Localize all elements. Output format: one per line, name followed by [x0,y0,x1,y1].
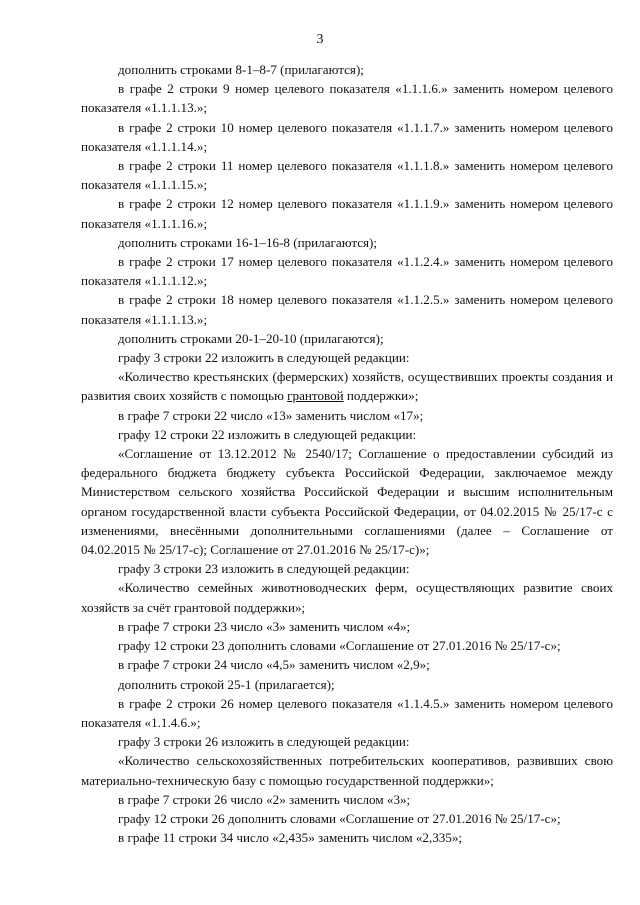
paragraph: в графе 2 строки 9 номер целевого показателя «1.1.1.6.» заменить номером целевого показателя «1.1.1.13.»; [81,81,613,116]
paragraph: в графе 2 строки 11 номер целевого показателя «1.1.1.8.» заменить номером целевого показателя «1.1.1.15.»; [81,158,613,193]
paragraph: «Количество крестьянских (фермерских) хозяйств, осуществивших проекты создания и развития своих хозяйств с помощью грантовой поддержки»; [81,369,613,404]
paragraph: «Количество семейных животноводческих ферм, осуществляющих развитие своих хозяйств за счёт грантовой поддержки»; [81,580,613,615]
document-body [81,60,613,847]
paragraph: графу 3 строки 26 изложить в следующей редакции: [118,734,410,750]
paragraph: дополнить строками 8-1–8-7 (прилагаются); [118,62,364,77]
paragraph: в графе 7 строки 22 число «13» заменить числом «17»; [118,407,424,423]
paragraph: в графе 2 строки 26 номер целевого показателя «1.1.4.5.» заменить номером целевого показателя «1.1.4.6.»; [81,695,613,730]
paragraph: дополнить строками 16-1–16-8 (прилагаются); [118,234,378,250]
paragraph: в графе 2 строки 10 номер целевого показателя «1.1.1.7.» заменить номером целевого показателя «1.1.1.14.»; [81,119,613,154]
page-number: 3 [316,32,324,47]
paragraph: в графе 7 строки 26 число «2» заменить числом «3»; [118,791,411,807]
paragraph: в графе 11 строки 34 число «2,435» заменить числом «2,335»; [118,830,463,846]
paragraph: графу 12 строки 22 изложить в следующей редакции: [118,426,417,442]
paragraph: дополнить строками 20-1–20-10 (прилагаются); [118,330,384,346]
paragraph: в графе 2 строки 12 номер целевого показателя «1.1.1.9.» заменить номером целевого показателя «1.1.1.16.»; [81,196,613,231]
paragraph: графу 12 строки 26 дополнить словами «Соглашение от 27.01.2016 № 25/17-с»; [118,810,561,826]
paragraph: в графе 7 строки 23 число «3» заменить числом «4»; [118,618,411,634]
paragraph: «Соглашение от 13.12.2012 № 2540/17; Соглашение о предоставлении субсидий из федерального бюджета бюджету субъекта Российской Федерации, заключаемое между Министерством сельского хозяйства Российской Федерации и высшим исполнительным органом государственной власти субъекта Российской Федерации, от 04.02.2015 № 25/17-с с изменениями, внесёнными дополнительными соглашениями (далее – Соглашение от 04.02.2015 № 25/17-с); Соглашение от 27.01.2016 № 25/17-с)»; [81,446,613,558]
paragraph: графу 3 строки 22 изложить в следующей редакции: [118,350,410,366]
paragraph: графу 3 строки 23 изложить в следующей редакции: [118,561,410,577]
paragraph: дополнить строкой 25-1 (прилагается); [118,676,335,692]
paragraph: «Количество сельскохозяйственных потребительских кооперативов, развивших свою материально-техническую базу с помощью государственной поддержки»; [81,753,613,788]
paragraph: в графе 2 строки 17 номер целевого показателя «1.1.2.4.» заменить номером целевого показателя «1.1.1.12.»; [81,254,613,289]
paragraph: графу 12 строки 23 дополнить словами «Соглашение от 27.01.2016 № 25/17-с»; [118,638,561,654]
paragraph: в графе 2 строки 18 номер целевого показателя «1.1.2.5.» заменить номером целевого показателя «1.1.1.13.»; [81,292,613,327]
paragraph: в графе 7 строки 24 число «4,5» заменить числом «2,9»; [118,657,430,673]
